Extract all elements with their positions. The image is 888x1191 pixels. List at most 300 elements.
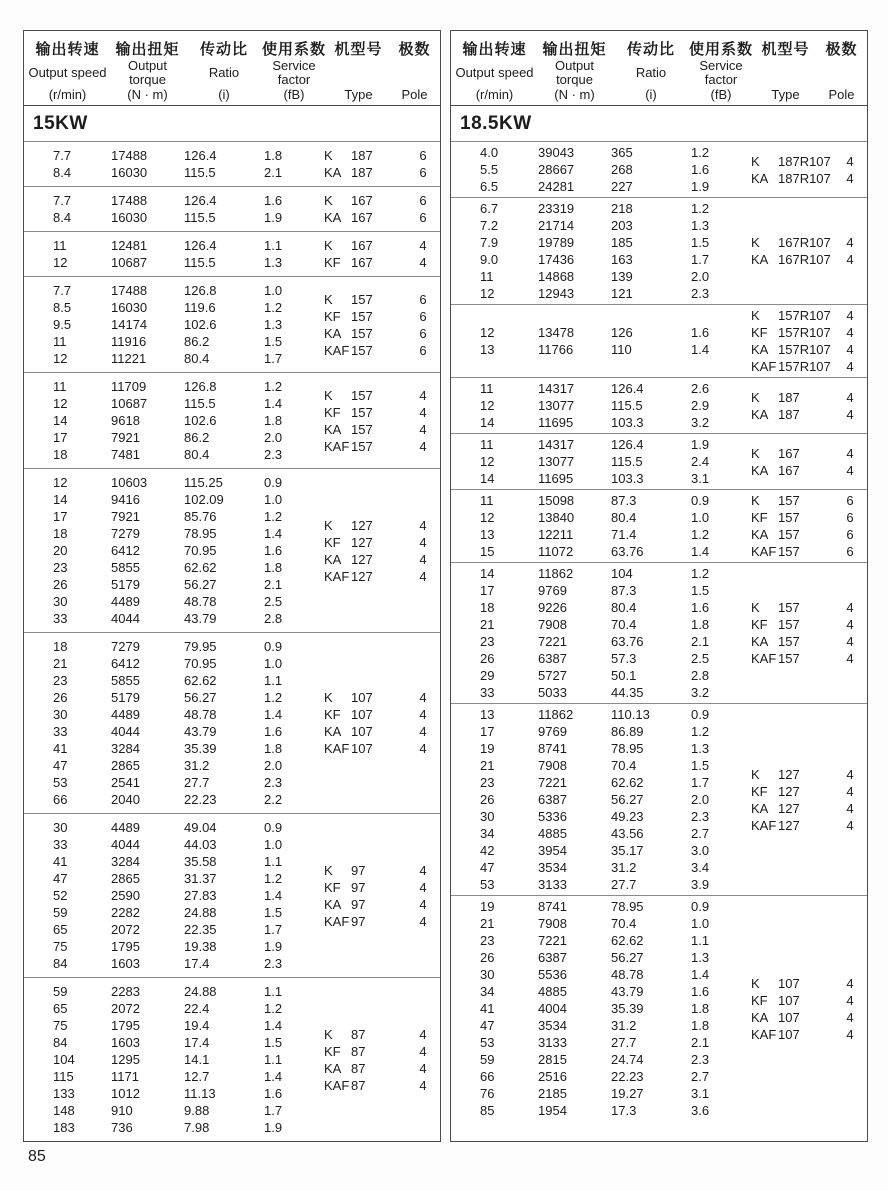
type-row xyxy=(751,341,863,358)
section-title: 18.5KW xyxy=(451,106,867,142)
pole-value: 4 xyxy=(846,406,854,422)
speed-cell: 66 xyxy=(53,792,68,807)
ratio-cell: 71.4 xyxy=(611,527,637,542)
pole-value: 4 xyxy=(419,568,427,584)
ratio-cell: 126.8 xyxy=(184,379,217,394)
type-name xyxy=(751,992,837,1009)
speed-cell: 84 xyxy=(53,956,68,971)
type-name xyxy=(751,234,837,251)
section-title: 15KW xyxy=(24,106,440,142)
factor-cell: 1.0 xyxy=(264,492,283,507)
column-header-zh-type: 机型号 xyxy=(334,41,383,58)
type-row xyxy=(751,599,863,616)
type-model: 107 xyxy=(351,741,373,756)
speed-cell: 133 xyxy=(53,1086,75,1101)
torque-cell: 910 xyxy=(111,1103,133,1118)
type-series: K xyxy=(751,975,760,991)
type-row xyxy=(324,1043,436,1060)
ratio-cell: 56.27 xyxy=(611,792,644,807)
ratio-cell: 139 xyxy=(611,269,633,284)
pole-value: 6 xyxy=(846,510,854,525)
type-model: 157 xyxy=(778,527,800,542)
pole-value: 6 xyxy=(419,210,427,225)
factor-cell: 3.4 xyxy=(691,860,710,875)
torque-cell: 1954 xyxy=(538,1103,567,1118)
spec-table-15kw xyxy=(23,30,441,1142)
type-row xyxy=(324,568,436,585)
ratio-cell: 62.62 xyxy=(611,933,644,948)
type-series: KF xyxy=(751,617,768,632)
type-model: 157 xyxy=(778,493,800,508)
torque-cell: 1603 xyxy=(111,956,140,971)
torque-cell: 13840 xyxy=(538,510,575,525)
type-series: KA xyxy=(751,406,769,422)
factor-cell: 1.4 xyxy=(264,888,283,903)
torque-cell: 7921 xyxy=(111,430,140,445)
pole-value: 4 xyxy=(419,896,427,912)
column-header-en-factor: Service factor xyxy=(272,58,316,87)
block-types xyxy=(751,599,867,667)
column-header-unit-type: Type xyxy=(771,87,800,102)
factor-cell: 3.1 xyxy=(691,1086,710,1101)
speed-cell: 53 xyxy=(480,1035,495,1050)
type-name xyxy=(751,389,837,406)
type-row xyxy=(324,325,436,342)
speed-cell: 6.7 xyxy=(480,201,499,216)
speed-cell: 85 xyxy=(480,1103,495,1118)
type-model: 97 xyxy=(351,896,366,912)
type-series: KF xyxy=(324,879,341,895)
type-model: 157 xyxy=(351,404,373,420)
pole-value: 4 xyxy=(846,651,854,666)
block-types xyxy=(324,147,440,181)
torque-cell: 5727 xyxy=(538,668,567,683)
factor-cell: 1.5 xyxy=(691,235,710,250)
type-series: K xyxy=(751,766,760,782)
factor-cell: 2.9 xyxy=(691,398,710,413)
factor-cell: 1.1 xyxy=(264,1052,283,1067)
ratio-cell: 48.78 xyxy=(184,594,217,609)
factor-cell: 1.0 xyxy=(264,283,283,298)
speed-cell: 104 xyxy=(53,1052,75,1067)
torque-cell: 16030 xyxy=(111,210,148,225)
factor-cell: 1.6 xyxy=(264,1086,283,1101)
speed-cell: 18 xyxy=(53,526,68,541)
factor-cell: 1.6 xyxy=(264,724,283,739)
torque-cell: 21714 xyxy=(538,218,575,233)
pole-value: 4 xyxy=(419,690,427,705)
factor-cell: 2.1 xyxy=(691,634,710,649)
ratio-cell: 56.27 xyxy=(184,577,217,592)
column-header-zh-ratio: 传动比 xyxy=(199,41,248,58)
torque-cell: 28667 xyxy=(538,162,575,177)
speed-cell: 30 xyxy=(53,820,68,835)
type-model: 87 xyxy=(351,1077,366,1093)
type-row xyxy=(751,234,863,251)
pole-value: 4 xyxy=(419,724,427,739)
ratio-cell: 35.39 xyxy=(611,1001,644,1016)
block-types xyxy=(324,1026,440,1094)
speed-cell: 15 xyxy=(480,544,495,559)
pole-value: 4 xyxy=(419,913,427,929)
ratio-cell: 86.2 xyxy=(184,430,210,445)
ratio-cell: 115.5 xyxy=(184,255,216,270)
ratio-cell: 104 xyxy=(611,566,633,581)
torque-cell: 3284 xyxy=(111,854,140,869)
speed-cell: 7.9 xyxy=(480,235,499,250)
factor-cell: 1.8 xyxy=(264,148,283,163)
type-row xyxy=(324,291,436,308)
factor-cell: 1.9 xyxy=(691,437,710,452)
torque-cell: 1795 xyxy=(111,1018,140,1033)
type-model: 107 xyxy=(778,992,800,1008)
spec-block xyxy=(24,142,440,186)
column-header-factor xyxy=(262,38,327,102)
type-name xyxy=(751,526,837,543)
block-values xyxy=(480,492,751,560)
type-name xyxy=(324,517,410,534)
type-model: 187 xyxy=(778,406,800,422)
type-model: 107 xyxy=(351,724,373,739)
ratio-cell: 56.27 xyxy=(611,950,644,965)
column-header-unit-factor: (fB) xyxy=(283,87,305,102)
speed-cell: 18 xyxy=(53,639,68,654)
torque-cell: 17488 xyxy=(111,148,148,163)
ratio-cell: 78.95 xyxy=(184,526,217,541)
speed-cell: 66 xyxy=(480,1069,495,1084)
type-name xyxy=(751,1009,837,1026)
torque-cell: 7908 xyxy=(538,617,567,632)
ratio-cell: 126.4 xyxy=(184,238,217,253)
torque-cell: 16030 xyxy=(111,165,148,180)
torque-cell: 12943 xyxy=(538,286,575,301)
block-types xyxy=(324,387,440,455)
factor-cell: 1.4 xyxy=(691,967,710,982)
pole-value: 4 xyxy=(846,992,854,1008)
speed-cell: 34 xyxy=(480,826,495,841)
type-model: 127 xyxy=(351,568,373,584)
spec-block xyxy=(451,304,867,377)
type-name xyxy=(324,1043,410,1060)
speed-cell: 29 xyxy=(480,668,495,683)
speed-cell: 8.5 xyxy=(53,300,72,315)
ratio-cell: 62.62 xyxy=(184,560,217,575)
column-header-en-speed: Output speed xyxy=(28,65,107,80)
ratio-cell: 70.4 xyxy=(611,916,637,931)
type-row xyxy=(751,766,863,783)
speed-cell: 11 xyxy=(480,437,494,452)
pole-value: 4 xyxy=(419,879,427,895)
torque-cell: 2590 xyxy=(111,888,140,903)
ratio-cell: 115.5 xyxy=(611,398,643,413)
factor-cell: 1.8 xyxy=(691,1018,710,1033)
block-types xyxy=(751,234,867,268)
torque-cell: 5033 xyxy=(538,685,567,700)
torque-cell: 13077 xyxy=(538,454,575,469)
column-header-en-ratio: Ratio xyxy=(208,65,240,80)
column-header-factor xyxy=(689,38,754,102)
type-name xyxy=(751,817,837,834)
speed-cell: 14 xyxy=(53,413,68,428)
ratio-cell: 44.35 xyxy=(611,685,644,700)
type-series: KA xyxy=(324,325,342,341)
speed-cell: 30 xyxy=(53,594,68,609)
torque-cell: 11709 xyxy=(111,379,147,394)
spec-block xyxy=(451,197,867,304)
type-name xyxy=(324,568,410,585)
type-row xyxy=(751,650,863,667)
column-header-ratio xyxy=(611,38,691,102)
pole-value: 6 xyxy=(419,325,427,341)
torque-cell: 23319 xyxy=(538,201,575,216)
block-types xyxy=(324,689,440,757)
type-series: KA xyxy=(751,527,769,542)
type-name xyxy=(324,164,410,181)
type-series: KAF xyxy=(751,651,777,666)
factor-cell: 3.0 xyxy=(691,843,710,858)
ratio-cell: 163 xyxy=(611,252,633,267)
torque-cell: 2815 xyxy=(538,1052,567,1067)
column-header-zh-factor: 使用系数 xyxy=(262,41,327,58)
pole-value: 4 xyxy=(419,438,427,454)
spec-block xyxy=(24,231,440,276)
type-series: KA xyxy=(324,551,342,567)
speed-cell: 21 xyxy=(480,617,495,632)
torque-cell: 5336 xyxy=(538,809,567,824)
type-name xyxy=(324,723,410,740)
type-series: KAF xyxy=(324,1077,350,1093)
type-model: 127 xyxy=(778,766,800,782)
factor-cell: 1.7 xyxy=(691,775,710,790)
torque-cell: 736 xyxy=(111,1120,133,1135)
factor-cell: 0.9 xyxy=(691,899,710,914)
speed-cell: 11 xyxy=(480,381,494,396)
ratio-cell: 78.95 xyxy=(611,899,644,914)
torque-cell: 3133 xyxy=(538,877,567,892)
type-series: KF xyxy=(324,534,341,550)
spec-block xyxy=(24,186,440,231)
type-model: 157 xyxy=(351,438,373,454)
factor-cell: 2.1 xyxy=(264,165,283,180)
speed-cell: 13 xyxy=(480,707,495,722)
type-row xyxy=(751,783,863,800)
factor-cell: 2.0 xyxy=(691,269,710,284)
type-series: KA xyxy=(324,421,342,437)
type-series: KF xyxy=(751,325,768,340)
speed-cell: 7.7 xyxy=(53,148,72,163)
factor-cell: 1.4 xyxy=(264,707,283,722)
type-row xyxy=(324,147,436,164)
type-model: 107 xyxy=(778,1009,800,1025)
type-model: 127 xyxy=(351,534,373,550)
torque-cell: 3133 xyxy=(538,1035,567,1050)
factor-cell: 1.2 xyxy=(264,509,283,524)
torque-cell: 14174 xyxy=(111,317,148,332)
speed-cell: 17 xyxy=(480,583,495,598)
factor-cell: 1.5 xyxy=(264,905,283,920)
speed-cell: 26 xyxy=(480,651,495,666)
type-series: KA xyxy=(751,800,769,816)
speed-cell: 21 xyxy=(53,656,68,671)
speed-cell: 14 xyxy=(53,492,68,507)
type-model: 157R107 xyxy=(778,359,831,374)
column-header-zh-pole: 极数 xyxy=(398,41,431,58)
factor-cell: 1.4 xyxy=(264,1069,283,1084)
type-row xyxy=(751,1026,863,1043)
speed-cell: 30 xyxy=(480,967,495,982)
factor-cell: 1.1 xyxy=(691,933,710,948)
pole-value: 4 xyxy=(846,600,854,615)
type-name xyxy=(751,975,837,992)
type-model: 107 xyxy=(351,707,373,722)
type-model: 97 xyxy=(351,879,366,895)
pole-value: 4 xyxy=(846,617,854,632)
type-model: 187 xyxy=(778,389,800,405)
type-name xyxy=(751,543,837,560)
type-series: K xyxy=(324,517,333,533)
type-model: 157 xyxy=(351,421,373,437)
type-series: KA xyxy=(324,210,342,225)
speed-cell: 26 xyxy=(53,690,68,705)
torque-cell: 2865 xyxy=(111,871,140,886)
type-name xyxy=(751,445,837,462)
ratio-cell: 115.25 xyxy=(184,475,223,490)
type-row xyxy=(751,358,863,375)
ratio-cell: 24.88 xyxy=(184,984,217,999)
torque-cell: 9416 xyxy=(111,492,140,507)
type-model: 157 xyxy=(351,308,373,324)
type-model: 187R107 xyxy=(778,170,831,186)
type-name xyxy=(324,254,410,271)
type-row xyxy=(324,879,436,896)
type-series: KA xyxy=(751,462,769,478)
torque-cell: 10687 xyxy=(111,255,148,270)
type-series: KF xyxy=(751,992,768,1008)
type-row xyxy=(324,237,436,254)
spec-tables-container xyxy=(23,30,868,1142)
pole-value: 4 xyxy=(846,634,854,649)
ratio-cell: 49.04 xyxy=(184,820,217,835)
speed-cell: 7.7 xyxy=(53,193,72,208)
pole-value: 4 xyxy=(846,235,854,250)
type-row xyxy=(751,307,863,324)
speed-cell: 26 xyxy=(53,577,68,592)
ratio-cell: 115.5 xyxy=(184,165,216,180)
speed-cell: 12 xyxy=(480,398,495,413)
column-header-zh-pole: 极数 xyxy=(825,41,858,58)
type-row xyxy=(324,534,436,551)
type-name xyxy=(324,308,410,325)
pole-value: 4 xyxy=(419,255,427,270)
type-model: 107 xyxy=(778,1026,800,1042)
type-model: 157 xyxy=(778,600,800,615)
spec-block xyxy=(451,703,867,895)
ratio-cell: 126.4 xyxy=(611,437,644,452)
column-header-zh-speed: 输出转速 xyxy=(35,41,100,58)
speed-cell: 14 xyxy=(480,471,495,486)
spec-block xyxy=(451,489,867,562)
type-model: 157 xyxy=(351,387,373,403)
type-model: 157 xyxy=(778,634,800,649)
factor-cell: 1.0 xyxy=(691,510,710,525)
speed-cell: 26 xyxy=(480,792,495,807)
speed-cell: 59 xyxy=(53,984,68,999)
ratio-cell: 27.7 xyxy=(611,877,637,892)
ratio-cell: 62.62 xyxy=(611,775,644,790)
factor-cell: 1.7 xyxy=(264,922,283,937)
ratio-cell: 27.7 xyxy=(611,1035,637,1050)
type-series: KF xyxy=(751,783,768,799)
column-header-torque xyxy=(538,38,611,102)
torque-cell: 5855 xyxy=(111,673,140,688)
type-series: KAF xyxy=(324,342,350,358)
torque-cell: 7221 xyxy=(538,634,567,649)
type-name xyxy=(751,406,837,423)
factor-cell: 2.8 xyxy=(691,668,710,683)
speed-cell: 76 xyxy=(480,1086,495,1101)
torque-cell: 7481 xyxy=(111,447,140,462)
block-values xyxy=(480,200,751,302)
ratio-cell: 268 xyxy=(611,162,633,177)
spec-block xyxy=(451,562,867,703)
torque-cell: 24281 xyxy=(538,179,575,194)
type-model: 157R107 xyxy=(778,342,831,357)
ratio-cell: 19.4 xyxy=(184,1018,210,1033)
type-name xyxy=(751,462,837,479)
type-row xyxy=(324,254,436,271)
speed-cell: 47 xyxy=(53,871,68,886)
torque-cell: 1603 xyxy=(111,1035,140,1050)
pole-value: 6 xyxy=(846,493,854,508)
factor-cell: 1.2 xyxy=(264,379,283,394)
type-model: 167 xyxy=(351,238,373,253)
column-header-ratio xyxy=(184,38,264,102)
speed-cell: 41 xyxy=(480,1001,495,1016)
factor-cell: 1.6 xyxy=(691,325,710,340)
speed-cell: 6.5 xyxy=(480,179,499,194)
torque-cell: 5855 xyxy=(111,560,140,575)
ratio-cell: 50.1 xyxy=(611,668,637,683)
torque-cell: 3954 xyxy=(538,843,567,858)
type-name xyxy=(324,913,410,930)
torque-cell: 4004 xyxy=(538,1001,567,1016)
ratio-cell: 44.03 xyxy=(184,837,217,852)
speed-cell: 65 xyxy=(53,922,68,937)
torque-cell: 14317 xyxy=(538,437,575,452)
spec-block xyxy=(451,142,867,197)
block-types xyxy=(324,517,440,585)
type-row xyxy=(751,462,863,479)
pole-value: 6 xyxy=(419,342,427,358)
block-values xyxy=(53,638,324,808)
ratio-cell: 78.95 xyxy=(611,741,644,756)
type-row xyxy=(751,800,863,817)
type-name xyxy=(324,740,410,757)
type-model: 157 xyxy=(351,325,373,341)
pole-value: 4 xyxy=(419,1043,427,1059)
speed-cell: 47 xyxy=(480,1018,495,1033)
ratio-cell: 48.78 xyxy=(611,967,644,982)
spec-block xyxy=(24,468,440,632)
ratio-cell: 365 xyxy=(611,145,633,160)
type-name xyxy=(751,307,837,324)
factor-cell: 1.9 xyxy=(264,210,283,225)
type-series: K xyxy=(751,308,760,323)
factor-cell: 1.6 xyxy=(264,543,283,558)
type-row xyxy=(324,740,436,757)
column-header-en-speed: Output speed xyxy=(455,65,534,80)
type-row xyxy=(751,817,863,834)
